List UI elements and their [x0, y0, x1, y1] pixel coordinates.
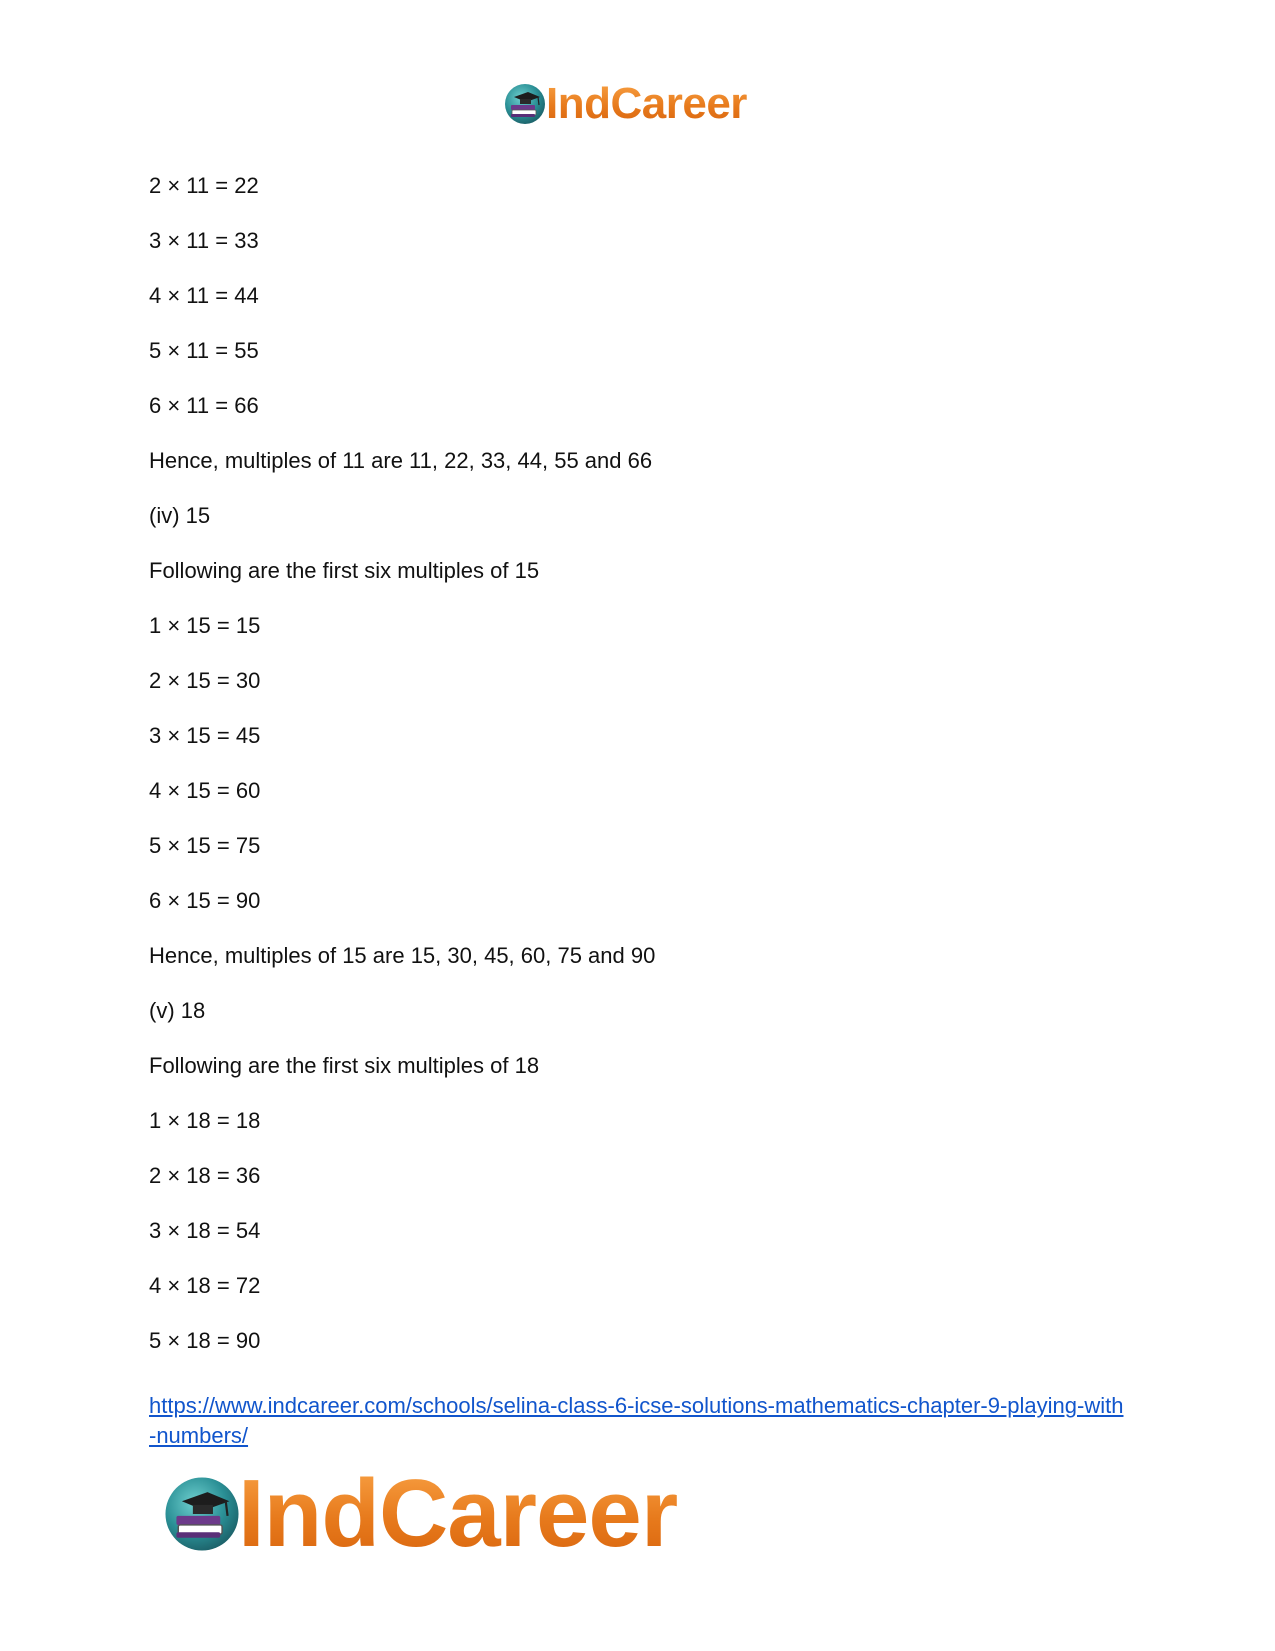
text-line: 3 × 11 = 33	[149, 228, 259, 253]
book-with-graduation-cap-icon	[160, 1472, 244, 1556]
text-line: 6 × 11 = 66	[149, 393, 259, 418]
text-line: 3 × 15 = 45	[149, 723, 261, 748]
text-line: 5 × 18 = 90	[149, 1328, 261, 1353]
text-line: 4 × 18 = 72	[149, 1273, 261, 1298]
text-line: 2 × 18 = 36	[149, 1163, 261, 1188]
intro-line: Following are the first six multiples of 15	[149, 558, 540, 583]
text-line: 4 × 11 = 44	[149, 283, 259, 308]
brand-wordmark: IndCareer	[238, 1460, 678, 1567]
text-line: 5 × 15 = 75	[149, 833, 261, 858]
text-line: 2 × 11 = 22	[149, 173, 259, 198]
intro-line: Following are the first six multiples of 18	[149, 1053, 540, 1078]
sub-question-label: (v) 18	[149, 998, 206, 1023]
text-line: 1 × 15 = 15	[149, 613, 261, 638]
footer-logo	[160, 1460, 678, 1567]
header-logo	[502, 80, 747, 128]
text-line: 1 × 18 = 18	[149, 1108, 261, 1133]
book-with-graduation-cap-icon	[502, 81, 548, 127]
text-line: 4 × 15 = 60	[149, 778, 261, 803]
text-line: 3 × 18 = 54	[149, 1218, 261, 1243]
sub-question-label: (iv) 15	[149, 503, 211, 528]
text-line: 6 × 15 = 90	[149, 888, 261, 913]
brand-wordmark: IndCareer	[546, 79, 747, 128]
text-line: 5 × 11 = 55	[149, 338, 259, 363]
text-line: 2 × 15 = 30	[149, 668, 261, 693]
document-body	[149, 172, 1129, 1382]
source-link[interactable]: https://www.indcareer.com/schools/selina-class-6-icse-solutions-mathematics-chapter-9-playing-with-numbers/	[149, 1393, 1124, 1448]
conclusion-line: Hence, multiples of 15 are 15, 30, 45, 60, 75 and 90	[149, 943, 656, 968]
conclusion-line: Hence, multiples of 11 are 11, 22, 33, 44, 55 and 66	[149, 448, 653, 473]
